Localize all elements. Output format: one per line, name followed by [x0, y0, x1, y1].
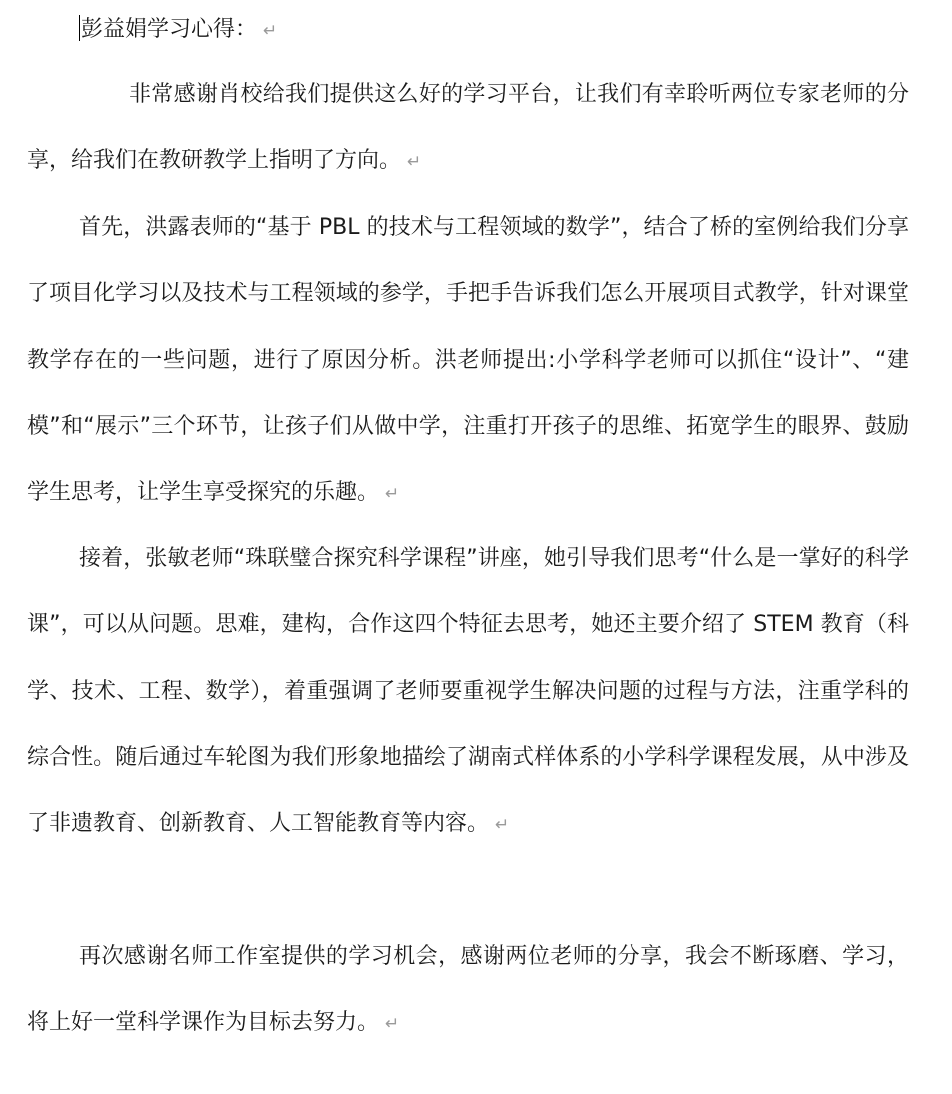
document-title-line[interactable]: [79, 12, 277, 49]
paragraph-mark-icon: ↵: [385, 484, 400, 505]
paragraph-mark-icon: ↵: [263, 21, 278, 41]
paragraph-2[interactable]: [27, 195, 909, 527]
paragraph-2-text[interactable]: 首先，洪露表师的“基于 PBL 的技术与工程领域的数学”，结合了桥的室例给我们分享了项目化学习以及技术与工程领域的参学，手把手告诉我们怎么开展项目式教学，针对课堂教学存在的一些问题，进行了原因分析。洪老师提出:小学科学老师可以抓住“设计”、“建模”和“展示”三个环节，让孩子们从做中学，注重打开孩子的思维、拓宽学生的眼界、鼓励学生思考，让学生享受探究的乐趣。: [27, 215, 909, 506]
document-title[interactable]: 彭益娟学习心得：: [81, 17, 258, 42]
paragraph-4[interactable]: [27, 924, 909, 1058]
paragraph-mark-icon: ↵: [495, 815, 510, 836]
text-cursor: [79, 15, 80, 41]
paragraph-3-text[interactable]: 接着，张敏老师“珠联璧合探究科学课程”讲座，她引导我们思考“什么是一掌好的科学课”，可以从问题。思难，建构，合作这四个特征去思考，她还主要介绍了 STEM 教育（科学、技术、工程、数学），着重强调了老师要重视学生解决问题的过程与方法，注重学科的综合性。随后通过车轮图为我们形象地描绘了湖南式样体系的小学科学课程发展，从中涉及了非遗教育、创新教育、人工智能教育等内容。: [27, 546, 909, 837]
paragraph-1[interactable]: [27, 62, 909, 196]
paragraph-4-text[interactable]: 再次感谢名师工作室提供的学习机会，感谢两位老师的分享，我会不断琢磨、学习，将上好一堂科学课作为目标去努力。: [27, 944, 909, 1036]
paragraph-mark-icon: ↵: [407, 152, 422, 173]
paragraph-mark-icon: ↵: [385, 1014, 400, 1035]
paragraph-3[interactable]: [27, 526, 909, 858]
paragraph-1-text[interactable]: 非常感谢肖校给我们提供这么好的学习平台，让我们有幸聆听两位专家老师的分享，给我们在教研教学上指明了方向。: [27, 82, 909, 174]
